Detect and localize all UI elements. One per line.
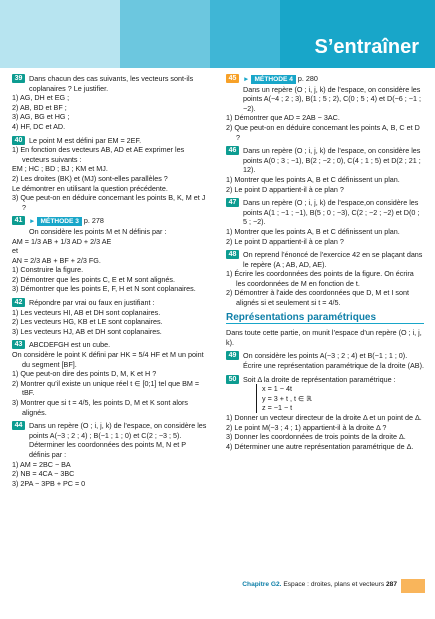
exercise-header bbox=[226, 74, 424, 113]
page-footer bbox=[0, 579, 435, 593]
exercise-text: ABCDEFGH est un cube. bbox=[29, 340, 111, 350]
exercise bbox=[226, 351, 424, 370]
section-intro: Dans toute cette partie, on munit l’espace d’un repère (O ; i, j, k). bbox=[226, 328, 422, 347]
exercise bbox=[12, 216, 208, 294]
exercise-question: 3) 2PA − 3PB + PC = 0 bbox=[12, 478, 86, 488]
arrow-icon: ► bbox=[29, 218, 36, 226]
page-title: S’entraîner bbox=[314, 36, 419, 58]
system-line: x = 1 − 4t bbox=[262, 384, 292, 394]
exercise bbox=[12, 340, 208, 417]
exercise-question: 1) Que peut-on dire des points D, M, K et H ? bbox=[12, 369, 157, 379]
exercise-header bbox=[12, 298, 208, 308]
exercise-header bbox=[12, 340, 208, 350]
exercise-text: Dans un repère (O ; i, j, k) de l’espace,on considère les points A(1 ; −1 ; −1), B(5 ; 0 ; −3), C(2 ; −2 ; −2) et D(0 ; 5 ; −2). bbox=[243, 198, 420, 227]
exercise-number: 45 bbox=[226, 74, 239, 83]
exercise-question: 3) Montrer que si t = 4/5, les points D, M et K sont alors alignés. bbox=[12, 398, 188, 417]
exercise-text: Dans un repère (O ; i, j, k) de l’espace, on considère les points A(−3 ; 2 ; 4) ; B(−1 ; 1 ; 0) et C(2 ; −3 ; 5). Déterminer les coordonnées des points M, N et P définis par : bbox=[29, 421, 207, 459]
section-title: Représentations paramétriques bbox=[226, 313, 424, 325]
exercise-header bbox=[226, 351, 424, 370]
exercise-question: 2) Le point D appartient-il à ce plan ? bbox=[226, 184, 344, 194]
exercise-question: 2) AB, BD et BF ; bbox=[12, 102, 67, 112]
page-number: 287 bbox=[385, 581, 397, 588]
exercise-question: 1) Écrire les coordonnées des points de la figure. On écrira les coordonnées de M en fonction de t. bbox=[226, 269, 414, 288]
exercise-header bbox=[226, 375, 424, 385]
system-line: z = −1 − t bbox=[262, 403, 293, 413]
exercise-question: et bbox=[12, 246, 18, 256]
exercise bbox=[12, 298, 208, 336]
exercise-statement bbox=[29, 340, 208, 350]
method-badge: MÉTHODE 4 bbox=[251, 75, 295, 84]
method-page: p. 280 bbox=[297, 74, 318, 83]
method-page: p. 278 bbox=[83, 216, 104, 226]
exercise-number: 46 bbox=[226, 146, 239, 155]
exercise-statement bbox=[243, 198, 424, 227]
exercise-header bbox=[226, 250, 424, 269]
chapter-title: Espace : droites, plans et vecteurs bbox=[283, 581, 385, 588]
exercise-header bbox=[12, 136, 208, 146]
right-column bbox=[226, 74, 424, 455]
header-band bbox=[120, 0, 210, 68]
header-band bbox=[0, 0, 120, 68]
exercise-question: 1) Démontrer que AD = 2AB − 3AC. bbox=[226, 113, 340, 123]
exercise-question: 1) Construire la figure. bbox=[12, 265, 84, 275]
exercise bbox=[226, 146, 424, 194]
exercise-question: 2) Démontrer que les points C, E et M sont alignés. bbox=[12, 274, 175, 284]
exercise-number: 43 bbox=[12, 340, 25, 349]
exercise bbox=[12, 421, 208, 488]
exercise-question: 1) AG, DH et EG ; bbox=[12, 93, 70, 103]
exercise-question: 3) Donner les coordonnées de trois points de la droite Δ. bbox=[226, 432, 406, 442]
exercise-header bbox=[226, 146, 424, 175]
page-tab bbox=[401, 579, 425, 593]
exercise-question: 1) Donner un vecteur directeur de la droite Δ et un point de Δ. bbox=[226, 413, 422, 422]
arrow-icon: ► bbox=[243, 76, 250, 83]
exercise-question: 2) Montrer qu’il existe un unique réel t ∈ [0;1] tel que BM = tBF. bbox=[12, 378, 200, 398]
exercise bbox=[12, 74, 208, 132]
exercise-statement bbox=[243, 375, 424, 385]
exercise-text: Répondre par vrai ou faux en justifiant : bbox=[29, 298, 155, 308]
left-column bbox=[12, 74, 208, 492]
chapter-label: Chapitre G2. bbox=[242, 581, 282, 588]
exercise-question: EM ; HC ; BD ; BJ ; KM et MJ. bbox=[12, 164, 108, 174]
exercise-statement bbox=[243, 74, 424, 113]
exercise-number: 47 bbox=[226, 198, 239, 207]
exercise-question: 3) Les vecteurs HJ, AB et DH sont coplanaires. bbox=[12, 326, 162, 336]
exercise-question: 2) Les droites (BK) et (MJ) sont-elles parallèles ? bbox=[12, 173, 168, 183]
exercise-question: 1) AM = 2BC − BA bbox=[12, 459, 71, 469]
exercise-number: 49 bbox=[226, 351, 239, 360]
exercise bbox=[226, 250, 424, 308]
exercise-statement bbox=[29, 136, 208, 146]
footer-text bbox=[242, 581, 397, 588]
exercise-question: 4) HF, DC et AD. bbox=[12, 121, 66, 131]
exercise-statement bbox=[243, 250, 424, 269]
exercise bbox=[226, 375, 424, 452]
exercise-question: Le démontrer en utilisant la question précédente. bbox=[12, 183, 168, 193]
exercise-question: 1) Montrer que les points A, B et C définissent un plan. bbox=[226, 174, 400, 184]
exercise-question: On considère le point K défini par HK = 5/4 HF et M un point du segment [BF]. bbox=[12, 350, 204, 369]
exercise-text: Soit Δ la droite de représentation paramétrique : bbox=[243, 374, 396, 384]
exercise-question: 2) NB = 4CA − 3BC bbox=[12, 469, 75, 479]
method-badge: MÉTHODE 3 bbox=[37, 217, 81, 226]
exercise-header bbox=[12, 421, 208, 459]
exercise-question: 1) Les vecteurs HI, AB et DH sont coplanaires. bbox=[12, 307, 161, 317]
exercise-number: 50 bbox=[226, 375, 239, 384]
exercise-header bbox=[12, 74, 208, 93]
exercise-number: 41 bbox=[12, 216, 25, 225]
exercise-question: 3) AG, BG et HG ; bbox=[12, 112, 70, 122]
exercise-statement bbox=[29, 421, 208, 459]
exercise-statement bbox=[243, 146, 424, 175]
exercise bbox=[226, 74, 424, 142]
exercise-question: 2) Le point M(−3 ; 4 ; 1) appartient-il à la droite Δ ? bbox=[226, 422, 387, 432]
exercise-statement bbox=[243, 351, 424, 370]
page-header bbox=[0, 0, 435, 68]
exercise-question: 2) Les vecteurs HG, KB et LE sont coplanaires. bbox=[12, 317, 163, 327]
exercise-text: On considère les points M et N définis par : bbox=[29, 226, 167, 236]
exercise-question: 2) Que peut-on en déduire concernant les points A, B, C et D ? bbox=[226, 122, 420, 142]
exercise-header bbox=[226, 198, 424, 227]
exercise-number: 40 bbox=[12, 136, 25, 145]
header-band bbox=[210, 0, 280, 68]
exercise-statement bbox=[29, 298, 208, 308]
exercise-question: AN = 2/3 AB + BF + 2/3 FG. bbox=[12, 255, 101, 265]
exercise-question: 2) Le point D appartient-il à ce plan ? bbox=[226, 236, 344, 246]
exercise-question: 1) En fonction des vecteurs AB, AD et AE exprimer les vecteurs suivants : bbox=[12, 145, 185, 164]
exercise-number: 48 bbox=[226, 250, 239, 259]
exercise bbox=[226, 198, 424, 246]
system-line: y = 3 + t , t ∈ ℝ bbox=[262, 393, 312, 403]
exercise bbox=[12, 136, 208, 213]
exercise-question: 4) Déterminer une autre représentation paramétrique de Δ. bbox=[226, 441, 414, 451]
exercise-number: 42 bbox=[12, 298, 25, 307]
exercise-text: On considère les points A(−3 ; 2 ; 4) et B(−1 ; 1 ; 0). Écrire une représentation paramétrique de la droite (AB). bbox=[243, 351, 424, 371]
exercise-number: 39 bbox=[12, 74, 25, 83]
exercise-text: Dans chacun des cas suivants, les vecteurs sont-ils coplanaires ? Le justifier. bbox=[29, 74, 194, 93]
exercise-statement bbox=[29, 74, 208, 93]
exercise-text: On reprend l’énoncé de l’exercice 42 en se plaçant dans le repère (A ; AB, AD, AE). bbox=[243, 250, 423, 269]
exercise-question: 3) Que peut-on en déduire concernant les points B, K, M et J ? bbox=[12, 193, 206, 212]
exercise-text: Dans un repère (O ; i, j, k) de l’espace, on considère les points A(0 ; 3 ; −1), B(2 ; −2 ; 0), C(4 ; 1 ; 5) et D(2 ; 21 ; 12). bbox=[243, 146, 421, 175]
exercise-statement bbox=[29, 216, 208, 236]
parametric-system bbox=[256, 384, 424, 413]
exercise-question: 2) Démontrer à l’aide des coordonnées que D, M et I sont alignés si et seulement si t = 4/5. bbox=[226, 288, 409, 308]
exercise-text: Le point M est défini par EM = 2EF. bbox=[29, 135, 142, 145]
exercise-number: 44 bbox=[12, 421, 25, 430]
exercise-text: Dans un repère (O ; i, j, k) de l’espace, on considère les points A(−4 ; 2 ; 3), B(1 ; 5 ; 2), C(0 ; 5 ; 4) et D(−6 ; −1 ; −2). bbox=[243, 84, 421, 113]
exercise-question: 3) Démontrer que les points E, F, H et N sont coplanaires. bbox=[12, 284, 196, 294]
exercise-header bbox=[12, 216, 208, 236]
exercise-question: AM = 1/3 AB + 1/3 AD + 2/3 AE bbox=[12, 236, 112, 246]
exercise-question: 1) Montrer que les points A, B et C définissent un plan. bbox=[226, 226, 400, 236]
